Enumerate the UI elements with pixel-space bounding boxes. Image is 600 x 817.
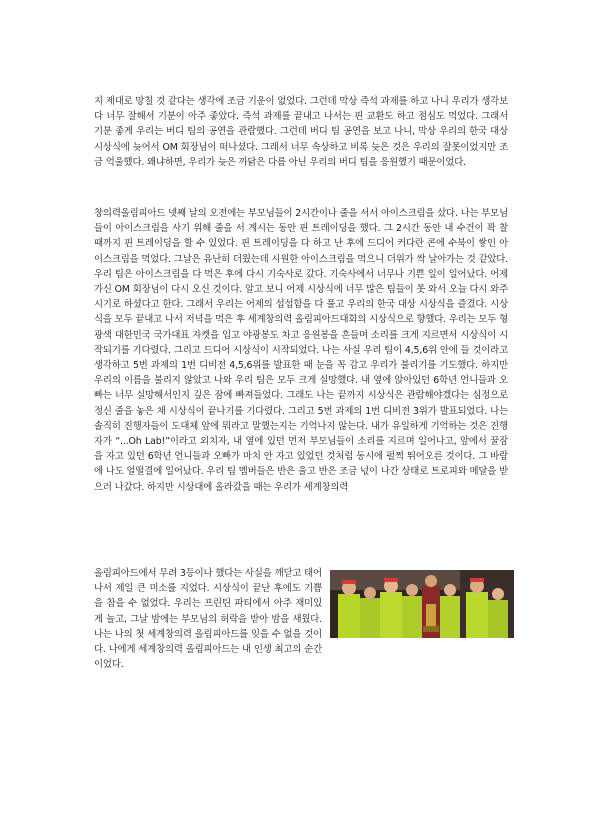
paragraph: 창의력올림피아드 넷째 날의 오전에는 부모님들이 2시간이나 줄을 서서 아이스크림을 샀다. 나는 부모님들이 아이스크림을 사기 위해 줄을 서 계시는 동안 핀 트레이딩을 했다. 그 2시간 동안 내 수건이 꽉 찰 때까지 핀 트레이딩을 할 수 있었다. 핀 트레이딩을 다 하고 난 후에 드디어 커다란 콘에 수북이 쌓인 아이스크림을 먹었다. 그날은 유난히 더웠는데 시원한 아이스크림을 먹으니 더위가 싹 날아가는 것 같았다. 우리 팀은 아이스크림을 다 먹은 후에 다시 기숙사로 갔다. 기숙사에서 너무나 기쁜 일이 일어났다. 어제 가신 OM 회장님이 다시 오신 것이다. 알고 보니 어제 시상식에 너무 많은 팀들이 못 와서 오늘 다시 와주시기로 하셨다고 한다. 그래서 우리는 어제의 섭섭함을 다 풀고 우리의 한국 대상 시상식을 즐겼다. 시상식을 모두 끝내고 나서 저녁을 먹은 후 세계창의력 올림피아드대회의 시상식으로 향했다. 우리는 모두 형광색 대한민국 국가대표 자켓을 입고 야광봉도 차고 응원봉을 흔들며 소리를 크게 지르면서 시상식이 시작되기를 기다렸다. 그리고 드디어 시상식이 시작되었다. 나는 사실 우리 팀이 4,5,6위 안에 들 것이라고 생각하고 5번 과제의 1번 디비전 4,5,6위를 발표한 때 눈을 꼭 감고 우리가 불리기를 기도했다. 하지만 우리의 이름을 불리지 않았고 나와 우리 팀은 모두 크게 실망했다. 내 옆에 앉아있던 6학년 언니들과 오빠는 너무 실망해서인지 깊은 잠에 빠져들었다. 그래도 나는 끝까지 시상식은 관람해야겠다는 심정으로 정신 줄을 놓은 채 시상식이 끝나기를 기다렸다. 그리고 5번 과제의 1번 디비전 3위가 발표되었다. 나는 솔직히 진행자들이 도대체 앞에 뭐라고 말했는지는 기억나지 않는다. 내가 유일하게 기억하는 것은 진행자가 “...Oh Lab!”이라고 외치자, 내 옆에 있던 먼저 부모님들이 소리를 지르며 일어나고, 앞에서 꿀잠을 자고 있던 6학년 언니들과 오빠가 마치 안 자고 있었던 것처럼 동시에 펄쩍 뛰어오른 것이다. 그 바람에 나도 얼떨결에 일어났다. 우리 팀 멤버들은 반은 울고 반은 조금 넋이 나간 상태로 트로피와 메달을 받으러 나갔다. 하지만 시상대에 올라갔을 때는 우리가 세계창의력 bbox=[94, 208, 508, 493]
award-photo bbox=[330, 570, 514, 638]
paragraph: 지 제대로 망칠 것 같다는 생각에 조금 기운이 없었다. 그런데 막상 즉석 과제를 하고 나니 우리가 생각보다 너무 잘해서 기분이 아주 좋았다. 즉석 과제를 끝내고 나서는 핀 교환도 하고 점심도 먹었다. 그래서 기분 좋게 우리는 버디 팀의 공연을 관람했다. 그런데 버디 팀 공연을 보고 나니, 막상 우리의 한국 대상 시상식에 늦어서 OM 회장님이 떠나셨다. 그래서 너무 속상하고 비록 늦은 것은 우리의 잘못이었지만 조금 억울했다. 왜냐하면, 우리가 늦은 까닭은 다름 아닌 우리의 버디 팀을 응원했기 때문이었다. bbox=[94, 96, 508, 168]
paragraph: 올림피아드에서 무려 3등이나 했다는 사실을 깨닫고 태어나서 제일 큰 미소를 지었다. 시상식이 끝난 후에도 기쁨을 참을 수 없었다. 우리는 프린틴 파티에서 아주 재미있게 놀고, 그날 밤에는 부모님의 허락을 받아 밤을 새웠다. 나는 나의 첫 세계창의력 올림피아드를 잊을 수 없을 것이다. 나에게 세계창의력 올림피아드는 내 인생 최고의 순간이었다. bbox=[94, 568, 322, 671]
